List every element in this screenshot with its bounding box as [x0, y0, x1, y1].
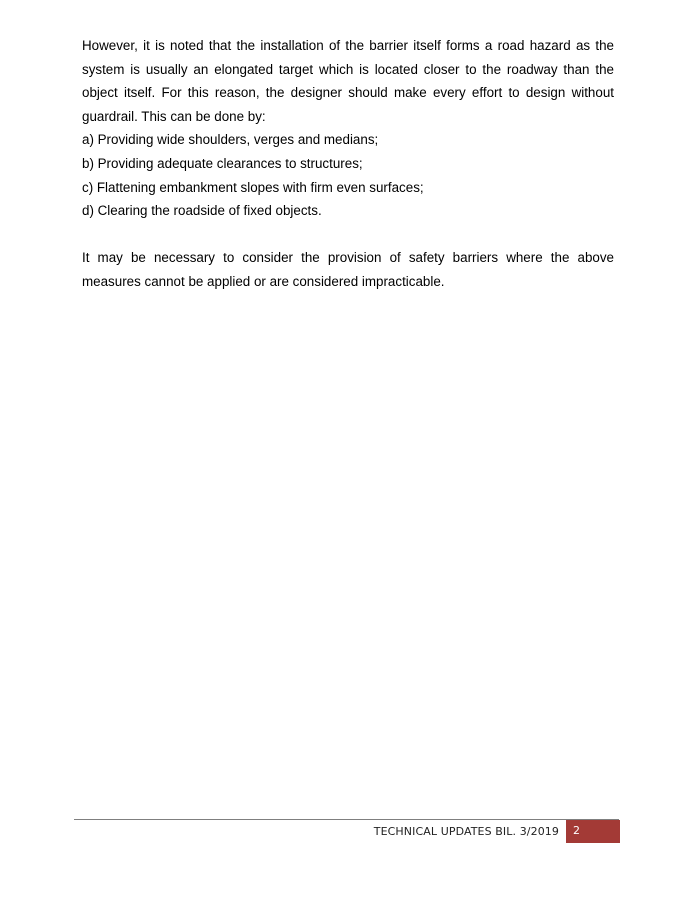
footer-divider — [74, 819, 619, 820]
list-item: a) Providing wide shoulders, verges and medians; — [82, 132, 379, 148]
paragraph-guardrail-hazard: However, it is noted that the installation of the barrier itself forms a road hazard as the system is usually an elongated target which is located closer to the roadway than the object itself. For this reason, the designer should make every effort to design without guardrail. This can be done by: — [82, 38, 614, 124]
list-item: d) Clearing the roadside of fixed objects. — [82, 203, 322, 219]
list-item: c) Flattening embankment slopes with firm even surfaces; — [82, 179, 424, 195]
page-number-badge: 2 — [566, 820, 620, 843]
measures-list — [82, 128, 614, 222]
paragraph-spacer — [82, 223, 614, 247]
paragraph-safety-barriers: It may be necessary to consider the provision of safety barriers where the above measures cannot be applied or are considered impracticable. — [82, 250, 614, 289]
list-item: b) Providing adequate clearances to structures; — [82, 155, 363, 171]
body-text — [82, 34, 614, 294]
footer-title: TECHNICAL UPDATES BIL. 3/2019 — [373, 825, 559, 838]
